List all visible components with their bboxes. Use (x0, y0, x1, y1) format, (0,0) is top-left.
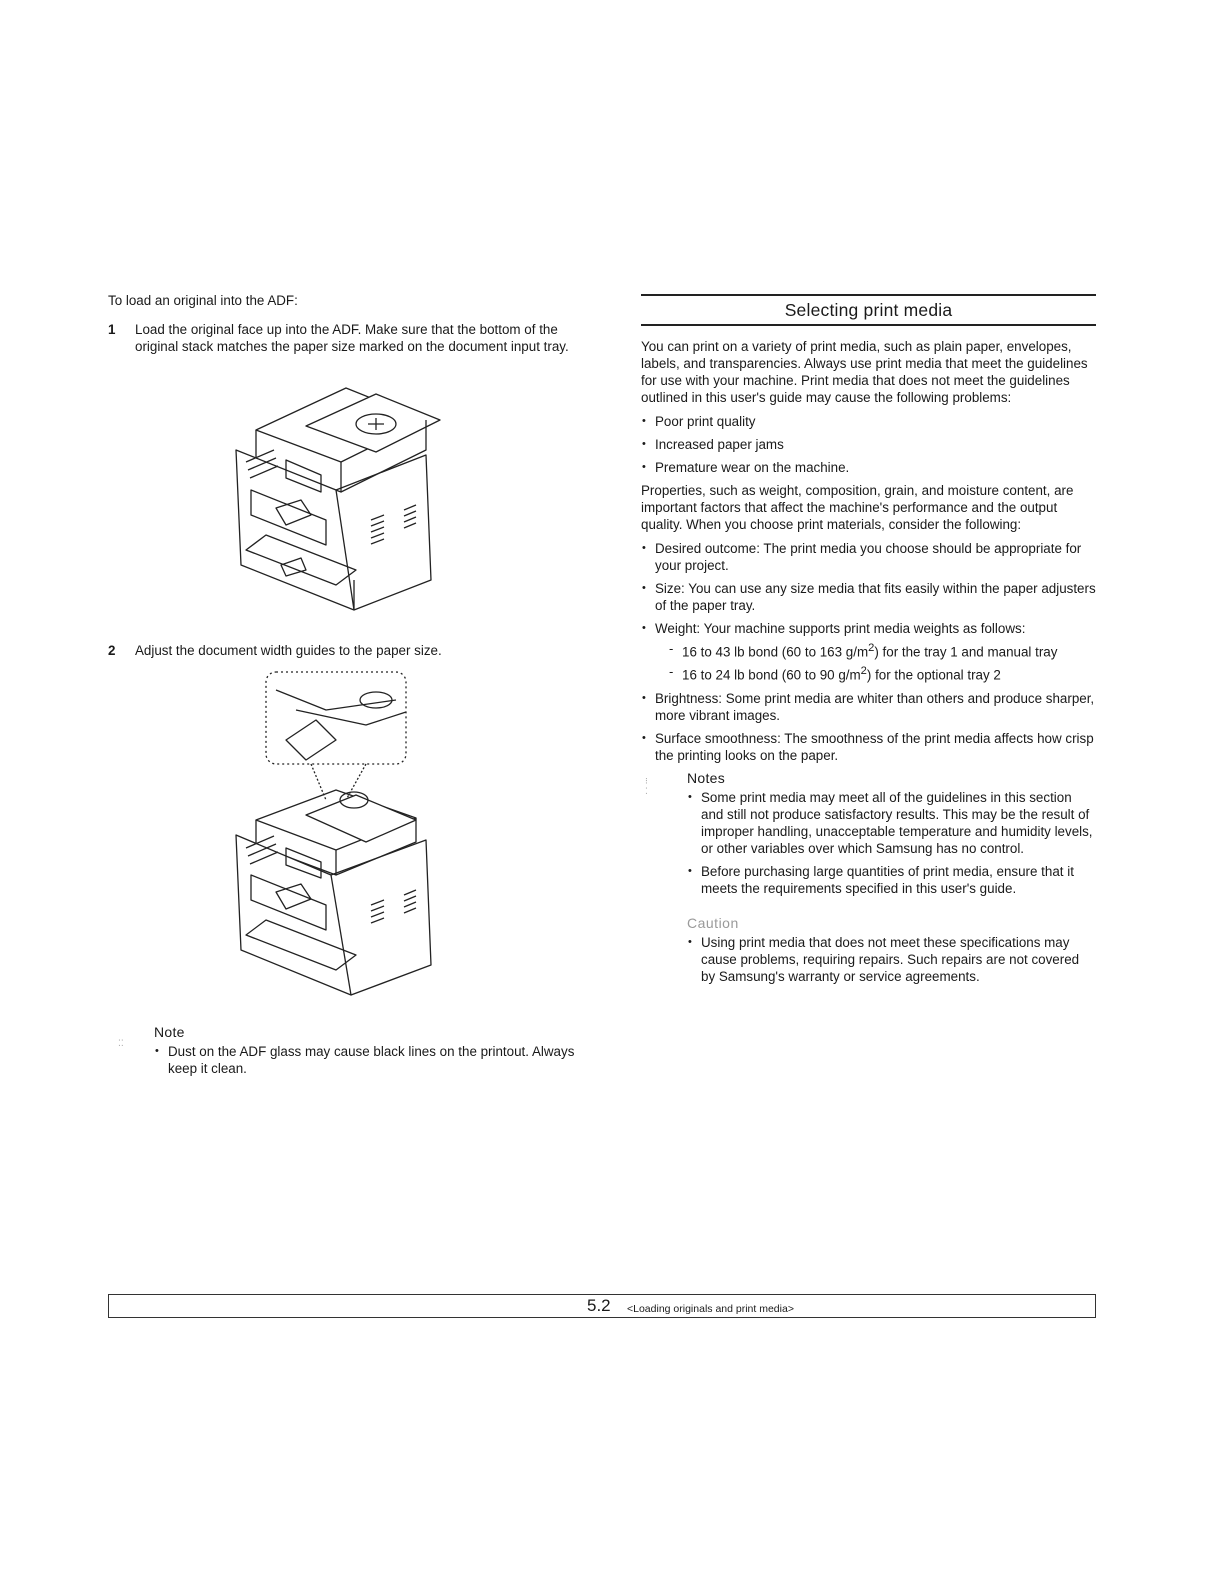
page-number: 5.2 (587, 1296, 611, 1315)
weight-sup: 2 (868, 642, 875, 654)
weight-text: ) for the tray 1 and manual tray (874, 644, 1058, 660)
notes-item: • Before purchasing large quantities of print media, ensure that it meets the requirements specified in this user's guide. (687, 863, 1096, 897)
page-footer (108, 1294, 1096, 1318)
note-item: • Dust on the ADF glass may cause black lines on the printout. Always keep it clean. (154, 1043, 582, 1077)
weight-text: ) for the optional tray 2 (866, 667, 1001, 683)
problem-item: • Increased paper jams (641, 436, 1096, 453)
step-text: Load the original face up into the ADF. Make sure that the bottom of the original stack matches the paper size marked on the document input tray. (135, 322, 569, 354)
intro-paragraph: You can print on a variety of print media, such as plain paper, envelopes, labels, and transparencies. Always use print media that meet the guidelines for use with your machine. Print media that does not meet the guidelines outlined in this user's guide may cause the following problems: (641, 339, 1088, 405)
consideration-item: • Size: You can use any size media that fits easily within the paper adjusters of the paper tray. (641, 580, 1096, 614)
problem-item: • Premature wear on the machine. (641, 459, 1096, 476)
notes-heading: Notes (687, 769, 726, 786)
properties-paragraph: Properties, such as weight, composition, grain, and moisture content, are important factors that affect the machine's performance and the output quality. When you choose print materials, consider the following: (641, 483, 1074, 532)
weight-item (655, 663, 1096, 683)
consideration-item-weight (641, 620, 1096, 684)
weight-sup: 2 (860, 665, 867, 678)
adjust-width-guides-illustration (226, 670, 436, 1000)
step-1 (108, 321, 578, 355)
adf-intro: To load an original into the ADF: (108, 293, 298, 308)
note-icon: ⁚⁚ (118, 1038, 124, 1048)
notes-block (641, 770, 1096, 985)
note-heading: Note (154, 1024, 185, 1040)
considerations-list (641, 540, 1096, 764)
problems-list (641, 413, 1096, 476)
problem-item: • Poor print quality (641, 413, 1096, 430)
notes-list (687, 789, 1096, 897)
step-number: 1 (108, 322, 116, 337)
consideration-item: • Surface smoothness: The smoothness of the print media affects how crisp the printing looks on the paper. (641, 730, 1096, 764)
weight-text: 16 to 43 lb bond (60 to 163 g/m (682, 644, 869, 660)
right-column (641, 294, 1096, 991)
left-column (108, 292, 578, 355)
printer-load-original-illustration (226, 380, 446, 616)
step-number: 2 (108, 643, 116, 658)
adf-note (112, 1024, 582, 1083)
weights-list (655, 640, 1096, 684)
section-title: Selecting print media (641, 294, 1096, 326)
consideration-item: • Desired outcome: The print media you choose should be appropriate for your project. (641, 540, 1096, 574)
step-2 (108, 642, 578, 659)
weight-text: 16 to 24 lb bond (60 to 90 g/m (682, 667, 861, 683)
notes-item: • Some print media may meet all of the guidelines in this section and still not produce satisfactory results. This may be the result of improper handling, unacceptable temperature and humidity levels, or other variables over which Samsung has no control. (687, 789, 1096, 857)
consideration-item: • Brightness: Some print media are whiter than others and produce sharper, more vibrant images. (641, 690, 1096, 724)
caution-heading: Caution (687, 914, 739, 931)
weight-label: Weight: Your machine supports print media weights as follows: (655, 621, 1026, 636)
caution-list (687, 934, 1096, 985)
note-list (154, 1043, 582, 1077)
step-2-wrap (108, 642, 578, 659)
chapter-title: <Loading originals and print media> (627, 1303, 794, 1315)
weight-item (655, 640, 1096, 660)
step-text: Adjust the document width guides to the paper size. (135, 643, 442, 658)
caution-item: • Using print media that does not meet these specifications may cause problems, requiring repairs. Such repairs are not covered by Samsung's warranty or service agreements. (687, 934, 1096, 985)
notes-icon: ⁝ ⁚ (645, 775, 648, 796)
